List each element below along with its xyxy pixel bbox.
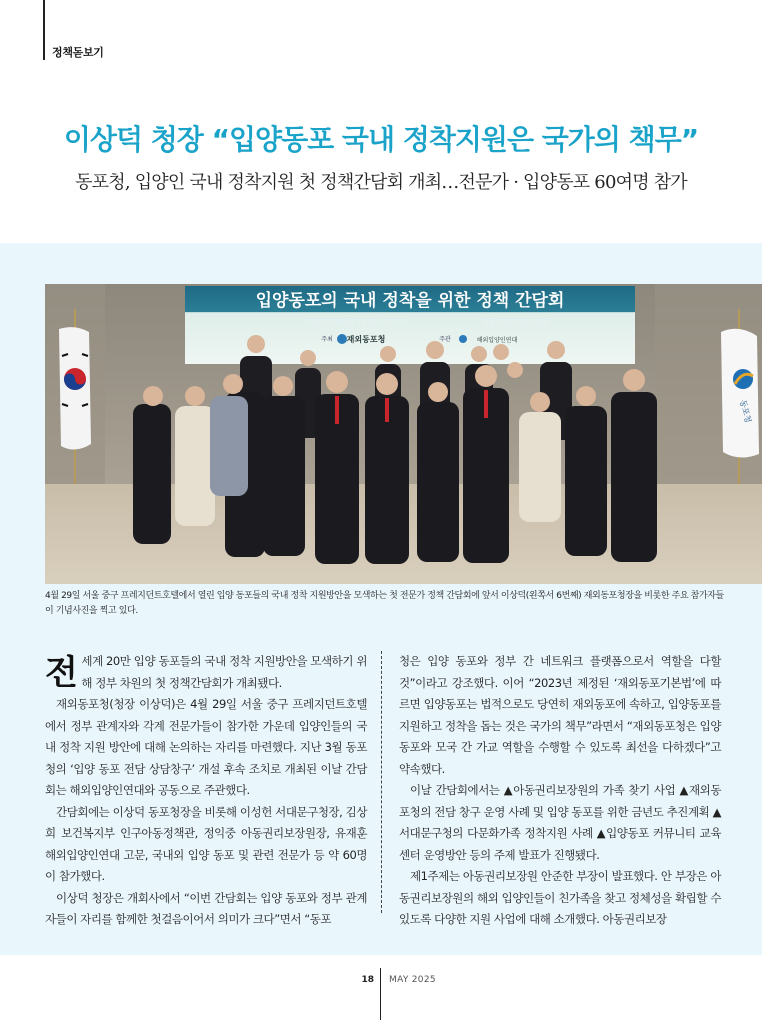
host-logo-icon [337,334,347,344]
paragraph: 전세계 20만 입양 동포들의 국내 정착 지원방안을 모색하기 위해 정부 차원의 첫 정책간담회가 개최됐다. [45,653,367,693]
organizer-logo-icon [459,335,467,343]
photo-caption: 4월 29일 서울 중구 프레지던트호텔에서 열린 입양 동포들의 국내 정착 지원방안을 모색하는 첫 전문가 정책 간담회에 앞서 이상덕(왼쪽서 6번째) 재외동포청장을 비롯한 주요 참가자들이 기념사진을 찍고 있다. [45,591,724,616]
dropcap: 전 [45,653,78,693]
article-subtitle: 동포청, 입양인 국내 정착지원 첫 정책간담회 개최…전문가 · 입양동포 60여명 참가 [75,172,687,193]
issue-label: MAY 2025 [389,975,436,985]
page-number: 18 [361,975,374,985]
paragraph: 이상덕 청장은 개회사에서 “이번 간담회는 입양 동포와 정부 관계자들이 자리를 함께한 첫걸음이어서 의미가 크다”면서 “동포 [45,890,367,926]
column-divider [381,651,382,913]
agency-flag-text: 동포청 [738,398,753,424]
banner-title: 입양동포의 국내 정착을 위한 정책 간담회 [255,291,565,311]
banner-date: 2025.4.29(화) 14:00~17:10 [306,318,404,326]
body-column-right [399,651,721,931]
paragraph: 청은 입양 동포와 정부 간 네트워크 플랫폼으로서 역할을 다할 것”이라고 강조했다. 이어 “2023년 제정된 ‘재외동포기본법’에 따르면 입양동포는 법적으로도 당연히 재외동포에 속하고, 입양동포를 지원하고 정착을 돕는 것은 국가의 책무”라면서 “재외동포청은 입양동포와 모국 간 가교 역할을 수행할 수 있도록 최선을 다하겠다”고 약속했다. [399,654,721,776]
paragraph: 재외동포청(청장 이상덕)은 4월 29일 서울 중구 프레지던트호텔에서 정부 관계자와 각계 전문가들이 참가한 가운데 입양인들의 국내 정착 지원 방안에 대해 논의하는 자리를 마련했다. 지난 3월 동포청의 ‘입양 동포 전담 상담창구’ 개설 후속 조치로 개최된 이날 간담회는 해외입양인연대와 공동으로 주관했다. [45,697,367,797]
banner-organizer-label: 주관 [439,336,451,343]
article-title: 이상덕 청장 “입양동포 국내 정착지원은 국가의 책무” [63,123,699,156]
banner-venue: 서울 프레지던트 호텔 [482,318,548,326]
section-label: 정책돋보기 [52,46,104,59]
body-column-left [45,651,367,931]
banner-host-name: 재외동포청 [346,335,386,344]
banner-organizer-name: 해외입양인연대 [476,337,518,344]
paragraph: 간담회에는 이상덕 동포청장을 비롯해 이성헌 서대문구청장, 김상희 보건복지부 인구아동정책관, 정익중 아동권리보장원장, 유재훈 해외입양인연대 고문, 국내외 입양 동포 및 관련 전문가 등 약 60명이 참가했다. [45,804,367,883]
event-photo [45,284,762,584]
paragraph: 이날 간담회에서는 ▲아동권리보장원의 가족 찾기 사업 ▲재외동포청의 전담 창구 운영 사례 및 입양 동포를 위한 금년도 추진계획 ▲서대문구청의 다문화가족 정착지원 사례 ▲입양동포 커뮤니티 교육센터 운영방안 등의 주제 발표가 진행됐다. [399,783,721,862]
paragraph: 제1주제는 아동권리보장원 안준한 부장이 발표했다. 안 부장은 아동권리보장원의 해외 입양인들이 친가족을 찾고 정체성을 확립할 수 있도록 다양한 지원 사업에 대해 소개했다. 아동권리보장 [399,869,721,926]
top-rule [43,0,45,60]
footer-rule [380,968,381,1020]
banner-host-label: 주최 [321,336,333,343]
